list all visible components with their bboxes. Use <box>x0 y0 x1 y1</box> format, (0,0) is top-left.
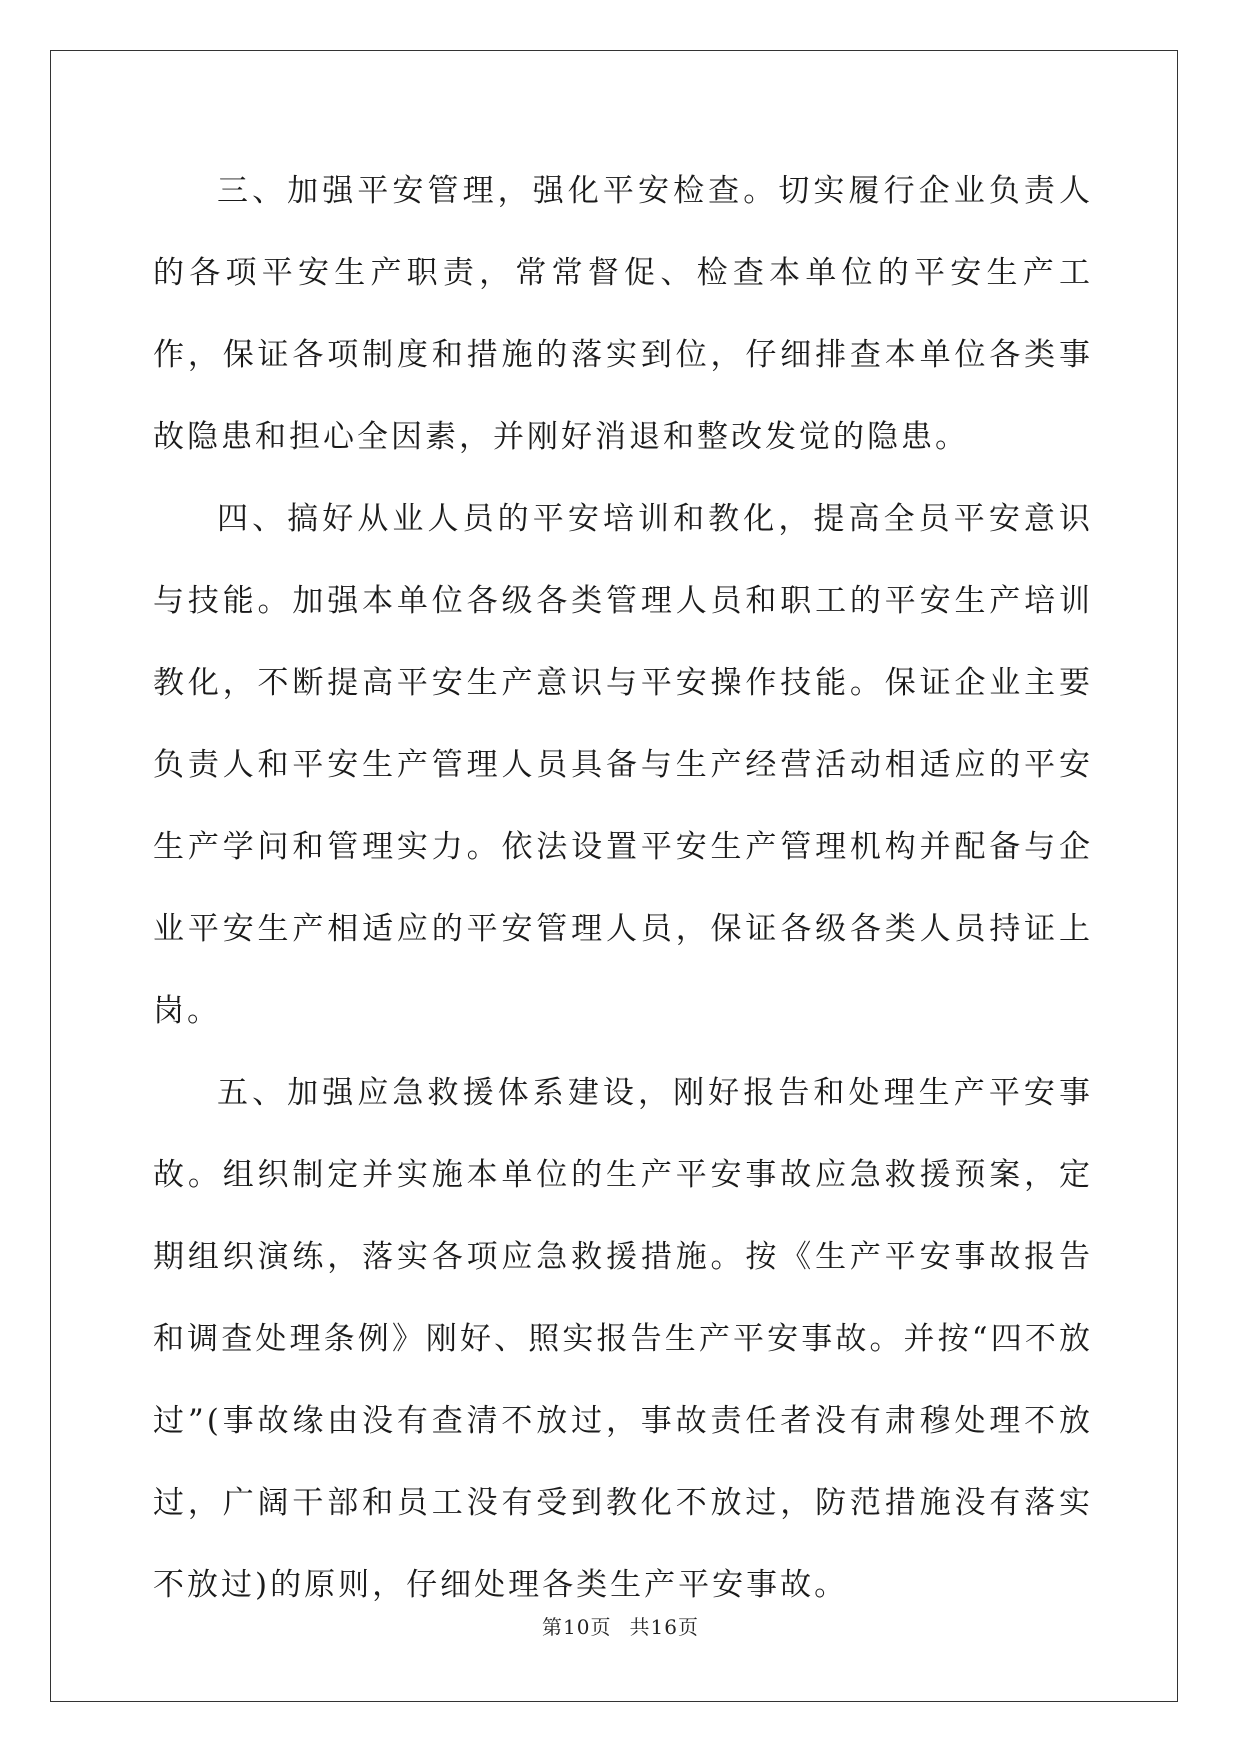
document-body <box>153 150 1093 1626</box>
total-page-count: 共16页 <box>629 1615 699 1639</box>
paragraph-safety-management: 三、加强平安管理，强化平安检查。切实履行企业负责人的各项平安生产职责，常常督促、检查本单位的平安生产工作，保证各项制度和措施的落实到位，仔细排查本单位各类事故隐患和担心全因素，并刚好消退和整改发觉的隐患。 <box>153 173 1093 455</box>
page-footer <box>0 1615 1241 1639</box>
paragraph-emergency-rescue: 五、加强应急救援体系建设，刚好报告和处理生产平安事故。组织制定并实施本单位的生产平安事故应急救援预案，定期组织演练，落实各项应急救援措施。按《生产平安事故报告和调查处理条例》刚好、照实报告生产平安事故。并按“四不放过”(事故缘由没有查清不放过，事故责任者没有肃穆处理不放过，广阔干部和员工没有受到教化不放过，防范措施没有落实不放过)的原则，仔细处理各类生产平安事故。 <box>153 1075 1093 1603</box>
current-page-number: 第10页 <box>542 1615 612 1639</box>
paragraph-safety-training: 四、搞好从业人员的平安培训和教化，提高全员平安意识与技能。加强本单位各级各类管理人员和职工的平安生产培训教化，不断提高平安生产意识与平安操作技能。保证企业主要负责人和平安生产管理人员具备与生产经营活动相适应的平安生产学问和管理实力。依法设置平安生产管理机构并配备与企业平安生产相适应的平安管理人员，保证各级各类人员持证上岗。 <box>153 501 1093 1029</box>
